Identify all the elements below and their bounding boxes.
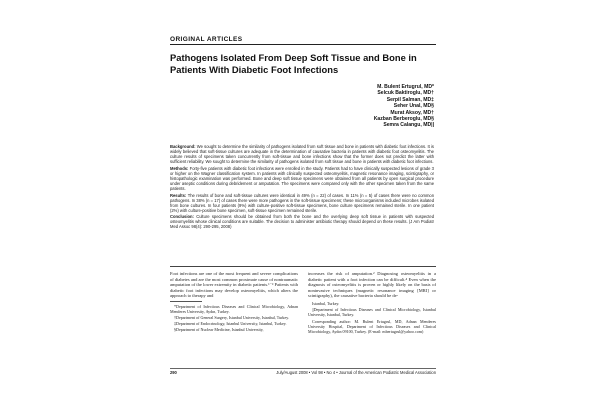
abstract-background-label: Background:	[170, 144, 196, 149]
author-name: Kazban Berberoglu, MD§	[373, 116, 434, 123]
abstract-methods	[170, 166, 434, 191]
author-name: Serpil Salman, MD‡	[386, 96, 434, 103]
footnote: ||Department of Infectious Diseases and Clinical Microbiology, Istanbul University, Istanbul, Turkey.	[308, 307, 436, 318]
abstract-results-text: The results of bone and soft-tissue cultures were identical in 49% (n = 22) of cases. In 11% (n = 5) of cases there were no common pathogens. In 38% (n = 17) of cases there were more pathogens in the soft-tissue specimens; these microorganisms included microbes isolated from bone cultures. In four patients (9%) with culture-positive soft-tissue specimens, bone culture specimens remained sterile. In one patient (2%) with culture-positive bone specimen, soft-tissue specimen remained sterile.	[170, 192, 435, 213]
footer-divider	[170, 368, 436, 369]
section-label: ORIGINAL ARTICLES	[170, 36, 243, 43]
abstract-background	[170, 144, 434, 164]
abstract-results-label: Results:	[170, 192, 187, 198]
footnote: ‡Department of Endocrinology, Istanbul University, Istanbul, Turkey.	[174, 321, 287, 327]
footnote: *Department of Infectious Diseases and Clinical Microbiology, Adnan Menderes University, Aydın, Turkey.	[170, 303, 298, 314]
page-number: 290	[170, 370, 177, 375]
author-name: Semra Calangu, MD||	[383, 122, 434, 129]
abstract-conclusion-text: Culture specimens should be obtained from both the bone and the overlying deep soft tissue in patients with suspected osteomyelitis whose clinical conditions are suitable. The decision to administer antibiotic therapy should depend on these results. (J Am Podiatr Med Assoc 98(4): 290-295, 2008)	[170, 214, 434, 230]
abstract-conclusion-label: Conclusion:	[170, 214, 194, 220]
footnote: §Department of Nuclear Medicine, Istanbul University,	[174, 327, 264, 333]
footnote: Istanbul, Turkey.	[312, 300, 340, 306]
author-name: Murat Aksoy, MD†	[390, 109, 434, 116]
author-name: Selcuk Baktiroglu, MD†	[377, 90, 434, 97]
body-column-left	[170, 271, 298, 334]
abstract-background-text: We sought to determine the similarity of pathogens isolated from soft tissue and bone in patients with diabetic foot infections. It is widely believed that soft-tissue cultures are adequate in the determination of causative bacteria in patients with diabetic foot osteomyelitis. The culture results of specimens taken concurrently from soft-tissue and bone infections show that the former does not predict the latter with sufficient reliability. We sought to determine the similarity of pathogens isolated from soft tissue and bone in patients with diabetic foot infections.	[170, 144, 434, 165]
body-column-right	[308, 271, 436, 335]
journal-citation: July/August 2008 • Vol 98 • No 4 • Journal of the American Podiatric Medical Association	[276, 370, 436, 375]
abstract-divider	[170, 266, 436, 267]
footnote: †Department of General Surgery, Istanbul University, Istanbul, Turkey.	[174, 314, 290, 320]
author-name: Seher Unal, MD§	[393, 103, 434, 110]
abstract-methods-label: Methods:	[170, 165, 189, 171]
article-title: Pathogens Isolated From Deep Soft Tissue and Bone in Patients With Diabetic Foot Infections	[170, 52, 417, 75]
abstract-conclusion	[170, 214, 434, 229]
abstract-results	[170, 193, 434, 213]
author-list	[274, 84, 434, 129]
body-paragraph: Foot infections are one of the most frequent and severe complications of diabetes and are the most common proximate cause of nontraumatic amputation of the lower extremity in diabetic patients.¹⁻³ Patients with diabetic foot infections may develop osteomyelitis, which alters the approach to therapy and	[170, 271, 298, 299]
author-name: M. Bulent Ertugrul, MD*	[377, 84, 434, 90]
abstract-methods-text: Forty-five patients with diabetic foot infections were enrolled in the study. Patients had to have clinically suspected lesions of grade 3 or higher on the Wagner classification system. In patients with clinically suspected osteomyelitis, magnetic resonance imaging, scintigraphy, or histopathologic examination was performed. Bone and deep soft tissue specimens were obtained from all patients by open surgical procedure under aseptic conditions during debridement or amputation. The specimens were compared only with the other specimen taken from the same patients.	[170, 165, 434, 191]
section-divider	[170, 44, 436, 45]
body-paragraph: increases the risk of amputation.² Diagnosing osteomyelitis in a diabetic patient with a foot infection can be difficult.⁴ Even when the diagnosis of osteomyelitis is proven or highly likely on the basis of noninvasive techniques (magnetic resonance imaging [MRI] or scintigraphy), the causative bacteria should be de-	[308, 271, 436, 299]
abstract	[170, 144, 434, 231]
footnote: Corresponding author: M. Bulent Ertugrul, MD, Adnan Menderes University Hospital, Department of Infectious Diseases and Clinical Microbiology, Aydın 09100, Turkey. (E-mail: mbertugrul@yahoo.com)	[308, 318, 436, 334]
footnote-divider	[170, 301, 202, 302]
